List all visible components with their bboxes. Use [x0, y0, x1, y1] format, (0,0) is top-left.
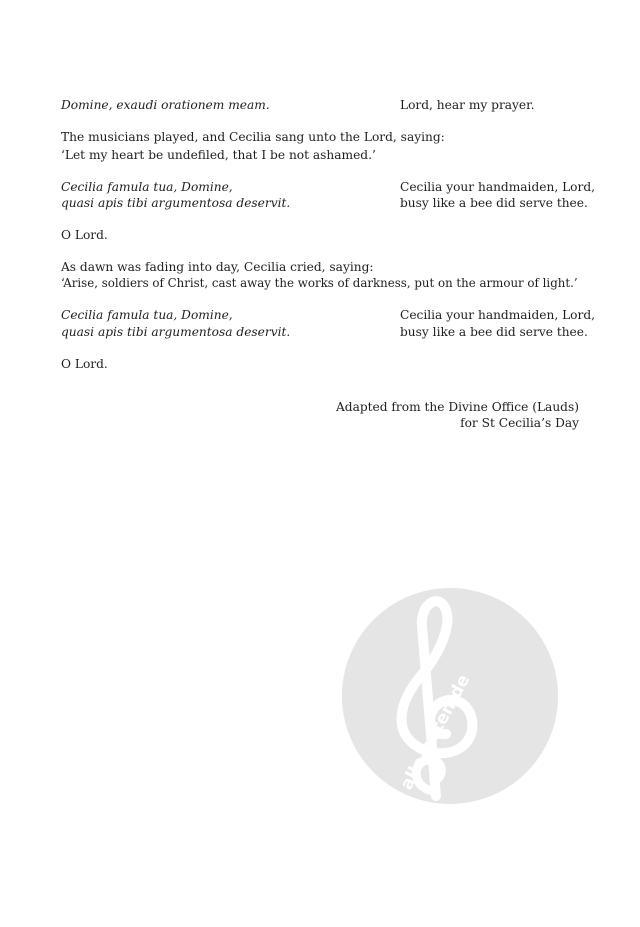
- narrative1-line1: The musicians played, and Cecilia sang unto the Lord, saying:: [61, 130, 445, 144]
- narrative1-line2: ‘Let my heart be undefiled, that I be not ashamed.’: [61, 148, 376, 162]
- response1: O Lord.: [61, 228, 108, 242]
- refrain1-latin-line2: quasi apis tibi argumentosa deservit.: [61, 196, 291, 210]
- response2: O Lord.: [61, 357, 108, 371]
- verse1-latin: Domine, exaudi orationem meam.: [61, 98, 270, 112]
- refrain1-latin-line1: Cecilia famula tua, Domine,: [61, 180, 233, 194]
- refrain2-latin-line1: Cecilia famula tua, Domine,: [61, 308, 233, 322]
- watermark-text: alle-noten.de: [396, 671, 475, 794]
- narrative2-line2: ‘Arise, soldiers of Christ, cast away the works of darkness, put on the armour of light.’: [61, 276, 578, 290]
- credit-line2: for St Cecilia’s Day: [460, 416, 579, 430]
- credit-line1: Adapted from the Divine Office (Lauds): [335, 400, 579, 414]
- refrain2-english-line1: Cecilia your handmaiden, Lord,: [400, 308, 595, 322]
- watermark-logo: [340, 586, 560, 806]
- refrain2-english-line2: busy like a bee did serve thee.: [400, 325, 588, 339]
- refrain1-english-line1: Cecilia your handmaiden, Lord,: [400, 180, 595, 194]
- narrative2-line1: As dawn was fading into day, Cecilia cried, saying:: [61, 260, 374, 274]
- refrain1-english-line2: busy like a bee did serve thee.: [400, 196, 588, 210]
- verse1-english: Lord, hear my prayer.: [400, 98, 535, 112]
- refrain2-latin-line2: quasi apis tibi argumentosa deservit.: [61, 325, 291, 339]
